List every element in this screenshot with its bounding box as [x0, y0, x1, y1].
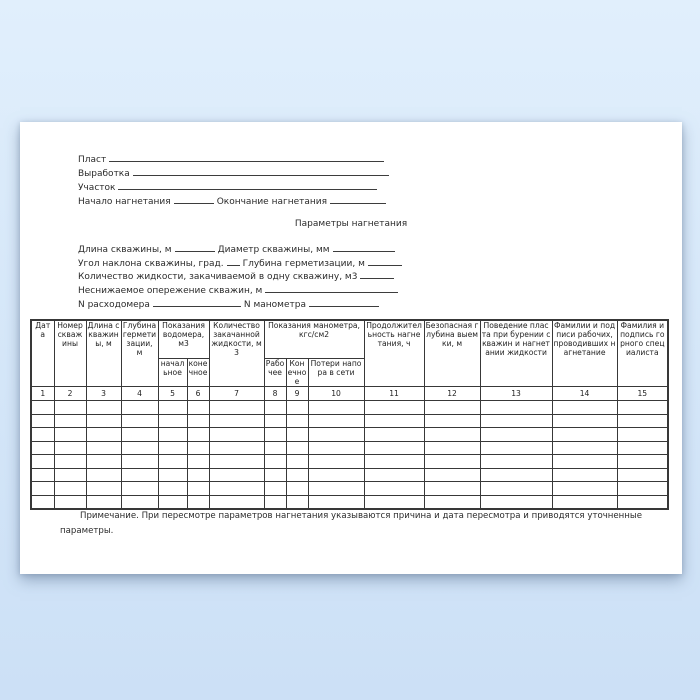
param-liquid-quantity [78, 270, 405, 284]
table-cell [264, 495, 286, 509]
table-cell [54, 455, 86, 469]
column-number-row [31, 387, 668, 401]
table-cell [158, 428, 187, 442]
table-cell [308, 401, 364, 415]
table-cell [158, 441, 187, 455]
table-cell [364, 401, 424, 415]
table-cell [121, 414, 158, 428]
table-cell [552, 441, 617, 455]
table-cell [187, 428, 209, 442]
table-cell [617, 495, 668, 509]
table-cell [286, 495, 308, 509]
table-cell [187, 414, 209, 428]
table-cell [158, 495, 187, 509]
table-cell [158, 468, 187, 482]
blank-line [118, 181, 377, 190]
table-cell [617, 455, 668, 469]
table-cell [424, 455, 480, 469]
table-cell [31, 455, 54, 469]
table-cell [121, 441, 158, 455]
column-number: 15 [617, 387, 668, 401]
col-header-duration: Продолжительность нагнетания, ч [364, 320, 424, 387]
table-row [31, 401, 668, 415]
blank-line [153, 298, 241, 307]
table-cell [187, 401, 209, 415]
table-cell [54, 468, 86, 482]
table-cell [187, 441, 209, 455]
table-cell [209, 401, 264, 415]
field-label: Выработка [78, 169, 130, 179]
table-cell [264, 468, 286, 482]
table-cell [424, 441, 480, 455]
table-cell [480, 482, 552, 496]
table-cell [308, 441, 364, 455]
table-cell [121, 495, 158, 509]
table-cell [121, 468, 158, 482]
table-cell [54, 495, 86, 509]
column-number: 4 [121, 387, 158, 401]
table-cell [480, 495, 552, 509]
column-number: 7 [209, 387, 264, 401]
table-cell [264, 414, 286, 428]
table-cell [308, 482, 364, 496]
col-header-water-final: конечное [187, 359, 209, 387]
table-cell [264, 401, 286, 415]
blank-line [265, 284, 398, 293]
table-cell [31, 482, 54, 496]
table-cell [552, 482, 617, 496]
table-cell [480, 401, 552, 415]
table-cell [308, 428, 364, 442]
table-row [31, 455, 668, 469]
table-cell [86, 455, 121, 469]
col-header-date: Дата [31, 320, 54, 387]
injection-log-table [30, 319, 669, 510]
table-cell [364, 495, 424, 509]
table-cell [121, 401, 158, 415]
table-cell [209, 495, 264, 509]
table-cell [264, 441, 286, 455]
param-label: Неснижаемое опережение скважин, м [78, 286, 263, 297]
table-cell [424, 482, 480, 496]
col-header-mano-head-loss: Потери напора в сети [308, 359, 364, 387]
table-cell [187, 482, 209, 496]
blank-line [368, 257, 402, 266]
field-plast [78, 153, 392, 167]
col-header-workers: Фамилии и подписи рабочих, проводивших нагнетание [552, 320, 617, 387]
table-cell [264, 455, 286, 469]
column-number: 3 [86, 387, 121, 401]
table-cell [424, 495, 480, 509]
header-form-block [78, 153, 392, 209]
table-cell [86, 428, 121, 442]
table-cell [86, 401, 121, 415]
table-cell [158, 414, 187, 428]
table-cell [54, 482, 86, 496]
table-cell [187, 495, 209, 509]
parameters-block [78, 243, 405, 311]
blank-line [175, 243, 215, 252]
table-cell [552, 495, 617, 509]
table-cell [308, 455, 364, 469]
col-header-injected-volume: Количество закачанной жидкости, м3 [209, 320, 264, 387]
field-label: Начало нагнетания [78, 197, 171, 207]
param-length-diameter [78, 243, 405, 257]
table-cell [209, 414, 264, 428]
column-number: 1 [31, 387, 54, 401]
table-row [31, 495, 668, 509]
table-cell [617, 401, 668, 415]
blank-line [109, 153, 384, 162]
table-cell [187, 468, 209, 482]
table-cell [209, 428, 264, 442]
table-cell [480, 455, 552, 469]
col-group-water-meter: Показания водомера, м3 [158, 320, 209, 359]
col-header-sealing-depth: Глубина герметизации, м [121, 320, 158, 387]
blank-line [227, 257, 240, 266]
column-number: 2 [54, 387, 86, 401]
table-cell [209, 468, 264, 482]
param-meters [78, 298, 405, 312]
table-cell [480, 414, 552, 428]
table-cell [552, 428, 617, 442]
column-number: 6 [187, 387, 209, 401]
table-cell [286, 482, 308, 496]
blank-line [133, 167, 389, 176]
col-header-safe-depth: Безопасная глубина выемки, м [424, 320, 480, 387]
blank-line [333, 243, 395, 252]
param-label: Диаметр скважины, мм [217, 245, 330, 255]
section-title: Параметры нагнетания [294, 219, 408, 229]
blank-line [174, 195, 214, 204]
field-label: Пласт [78, 155, 107, 165]
table-cell [31, 428, 54, 442]
table-cell [617, 482, 668, 496]
field-start-end [78, 195, 392, 209]
param-advance [78, 284, 405, 298]
table-cell [286, 455, 308, 469]
param-label: Угол наклона скважины, град. [78, 258, 224, 269]
table-cell [364, 482, 424, 496]
table-cell [209, 441, 264, 455]
table-cell [286, 401, 308, 415]
column-number: 13 [480, 387, 552, 401]
table-cell [158, 401, 187, 415]
table-cell [86, 468, 121, 482]
table-row [31, 414, 668, 428]
table-cell [480, 441, 552, 455]
table-row [31, 428, 668, 442]
column-number: 8 [264, 387, 286, 401]
table-cell [86, 414, 121, 428]
column-number: 12 [424, 387, 480, 401]
blank-line [330, 195, 386, 204]
table-cell [364, 468, 424, 482]
table-cell [121, 482, 158, 496]
field-label: Окончание нагнетания [216, 197, 328, 207]
param-label: Длина скважины, м [78, 245, 172, 255]
table-cell [54, 441, 86, 455]
table-cell [121, 428, 158, 442]
table-cell [308, 414, 364, 428]
table-cell [364, 441, 424, 455]
table-cell [158, 455, 187, 469]
col-header-well-length: Длина скважины, м [86, 320, 121, 387]
table-cell [54, 401, 86, 415]
table-cell [308, 495, 364, 509]
table-row [31, 482, 668, 496]
table-cell [286, 414, 308, 428]
param-label: Глубина герметизации, м [242, 258, 365, 269]
table-cell [31, 495, 54, 509]
table-cell [552, 414, 617, 428]
table-cell [364, 428, 424, 442]
table-cell [264, 428, 286, 442]
table-cell [31, 401, 54, 415]
table-cell [617, 428, 668, 442]
col-header-water-initial: начальное [158, 359, 187, 387]
param-label: N манометра [243, 299, 306, 310]
col-header-mano-final: Конечное [287, 359, 307, 387]
blank-line [309, 298, 379, 307]
param-label: Количество жидкости, закачиваемой в одну скважину, м3 [78, 272, 358, 283]
col-header-mano-working: Рабочее [264, 359, 286, 387]
column-number: 9 [286, 387, 308, 401]
table-cell [86, 495, 121, 509]
table-cell [308, 468, 364, 482]
document-page [20, 122, 682, 574]
table-cell [286, 468, 308, 482]
table-row [31, 468, 668, 482]
table-cell [286, 428, 308, 442]
table-cell [617, 441, 668, 455]
field-label: Участок [78, 183, 116, 193]
table-cell [209, 482, 264, 496]
table-cell [31, 414, 54, 428]
table-cell [617, 414, 668, 428]
field-vyrabotka [78, 167, 392, 181]
col-header-well-number: Номер скважины [54, 320, 86, 387]
table-cell [31, 441, 54, 455]
param-angle-sealing [78, 257, 405, 271]
table-cell [424, 428, 480, 442]
table-cell [31, 468, 54, 482]
table-cell [187, 455, 209, 469]
col-group-manometer: Показания манометра, кгс/см2 [264, 320, 364, 359]
table-cell [424, 468, 480, 482]
table-cell [209, 455, 264, 469]
column-number: 11 [364, 387, 424, 401]
table-cell [617, 468, 668, 482]
table-cell [158, 482, 187, 496]
col-header-specialist: Фамилия и подпись горного специалиста [617, 320, 668, 387]
param-label: N расходомера [78, 299, 150, 310]
table-cell [86, 441, 121, 455]
table-cell [364, 455, 424, 469]
blank-line [360, 270, 394, 279]
table-cell [480, 468, 552, 482]
column-number: 5 [158, 387, 187, 401]
column-number: 14 [552, 387, 617, 401]
table-cell [424, 414, 480, 428]
table-empty-rows [31, 401, 668, 510]
table-cell [424, 401, 480, 415]
table-cell [86, 482, 121, 496]
table-cell [286, 441, 308, 455]
table-cell [121, 455, 158, 469]
table-cell [264, 482, 286, 496]
table-cell [54, 414, 86, 428]
table-cell [552, 455, 617, 469]
table-cell [364, 414, 424, 428]
table-cell [552, 401, 617, 415]
field-uchastok [78, 181, 392, 195]
table-row [31, 441, 668, 455]
col-header-strata-behavior: Поведение пласта при бурении скважин и нагнетании жидкости [480, 320, 552, 387]
table-cell [552, 468, 617, 482]
table-cell [54, 428, 86, 442]
footnote: Примечание. При пересмотре параметров нагнетания указываются причина и дата пересмотра и приводятся уточненные параметры. [60, 511, 642, 536]
table-cell [480, 428, 552, 442]
column-number: 10 [308, 387, 364, 401]
